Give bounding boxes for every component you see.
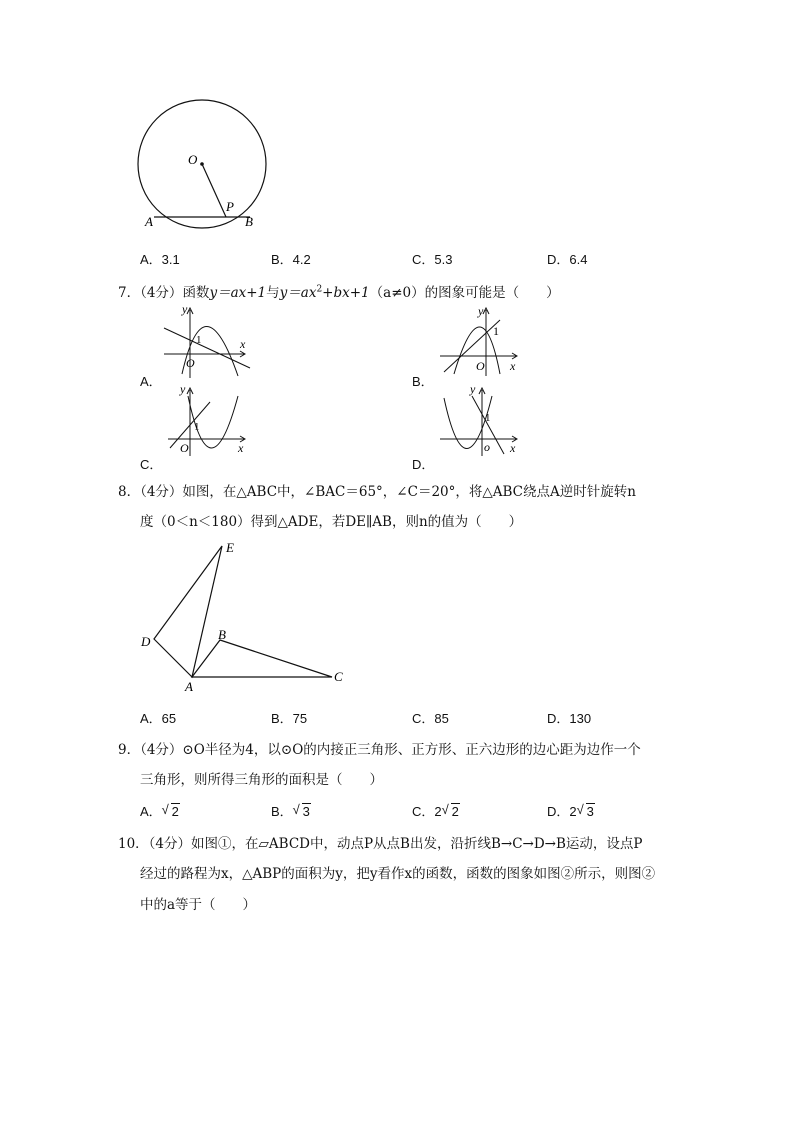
- q7-number: 7．: [118, 285, 141, 301]
- q8-label-a: A: [185, 679, 193, 694]
- svg-text:1: 1: [196, 334, 202, 346]
- q6-label-a: A: [145, 214, 153, 229]
- svg-text:x: x: [510, 359, 516, 373]
- q6-option-a: A．3.1: [140, 252, 180, 267]
- q10-question-line3: 中的a等于（ ）: [140, 897, 257, 913]
- q8-option-d: D．130: [547, 711, 592, 726]
- q7-func2: y＝ax: [279, 285, 317, 301]
- q8-question-line2: 度（0＜n＜180）得到△ADE，若DE∥AB，则n的值为（ ）: [140, 514, 523, 530]
- svg-text:x: x: [240, 337, 246, 351]
- q8-question-line1: 8．（4分）如图，在△ABC中，∠BAC＝65°，∠C＝20°，将△ABC绕点A逆时针旋转n: [118, 484, 636, 500]
- q7-graph-c: [158, 384, 258, 460]
- svg-text:O: O: [180, 441, 189, 455]
- svg-text:O: O: [476, 359, 485, 373]
- q6-label-p: P: [226, 199, 234, 214]
- q8-label-d: D: [141, 634, 151, 649]
- q10-question-line2: 经过的路程为x，△ABP的面积为y，把y看作x的函数，函数的图象如图②所示，则图②: [140, 866, 656, 882]
- svg-text:O: O: [186, 356, 195, 370]
- q8-option-a: A．65: [140, 711, 177, 726]
- q9-option-a: A． √ 2: [140, 802, 179, 819]
- svg-text:y: y: [180, 384, 186, 396]
- q8-label-e: E: [226, 540, 234, 555]
- q6-circle-figure: [130, 90, 280, 240]
- q7-graph-b: [436, 304, 530, 380]
- q8-option-b: B．75: [271, 711, 308, 726]
- q7-option-b: B．: [412, 374, 434, 389]
- q7-func2-rest: +bx+1: [322, 285, 370, 301]
- svg-text:1: 1: [493, 324, 499, 338]
- q7-graph-d: [436, 384, 530, 460]
- svg-text:y: y: [182, 304, 188, 316]
- q9-question-line2: 三角形，则所得三角形的面积是（ ）: [140, 772, 383, 788]
- svg-text:o: o: [484, 440, 490, 454]
- svg-text:1: 1: [194, 421, 200, 433]
- q7-graph-a: [158, 304, 258, 382]
- q7-option-c: C．: [140, 457, 163, 472]
- q7-option-a: A．: [140, 374, 162, 389]
- q6-option-d: D．6.4: [547, 252, 588, 267]
- q9-option-b: B． √ 3: [271, 802, 310, 819]
- q7-func2-exp: 2: [316, 284, 323, 295]
- q7-option-d: D．: [412, 457, 435, 472]
- q7-cond: （a≠0）: [369, 285, 425, 301]
- q8-label-c: C: [334, 669, 343, 684]
- q6-label-b: B: [245, 214, 253, 229]
- q8-triangle-figure: [136, 536, 356, 696]
- q6-option-c: C．5.3: [412, 252, 453, 267]
- q10-question-line1: 10．（4分）如图①，在▱ABCD中，动点P从点B出发，沿折线B→C→D→B运动，设点P: [118, 836, 643, 852]
- q7-score: （4分）: [140, 285, 183, 301]
- q7-mid: 与: [266, 285, 280, 301]
- q8-option-c: C．85: [412, 711, 449, 726]
- svg-text:x: x: [238, 441, 244, 455]
- q9-option-c: C．2 √ 2: [412, 802, 459, 819]
- svg-text:y: y: [470, 384, 476, 396]
- q6-option-b: B．4.2: [271, 252, 311, 267]
- svg-text:x: x: [510, 441, 516, 455]
- q9-question-line1: 9．（4分）⊙O半径为4，以⊙O的内接正三角形、正方形、正六边形的边心距为边作一个: [118, 742, 641, 758]
- svg-text:1: 1: [485, 412, 491, 424]
- q7-text-start: 函数: [182, 285, 210, 301]
- q8-label-b: B: [218, 627, 226, 642]
- q6-label-o: O: [188, 152, 198, 167]
- q9-option-d: D．2 √ 3: [547, 802, 594, 819]
- q7-question: [118, 281, 560, 301]
- q7-func1: y＝ax+1: [209, 285, 267, 301]
- q7-text-end: 的图象可能是（ ）: [424, 285, 560, 301]
- svg-text:y: y: [478, 304, 484, 318]
